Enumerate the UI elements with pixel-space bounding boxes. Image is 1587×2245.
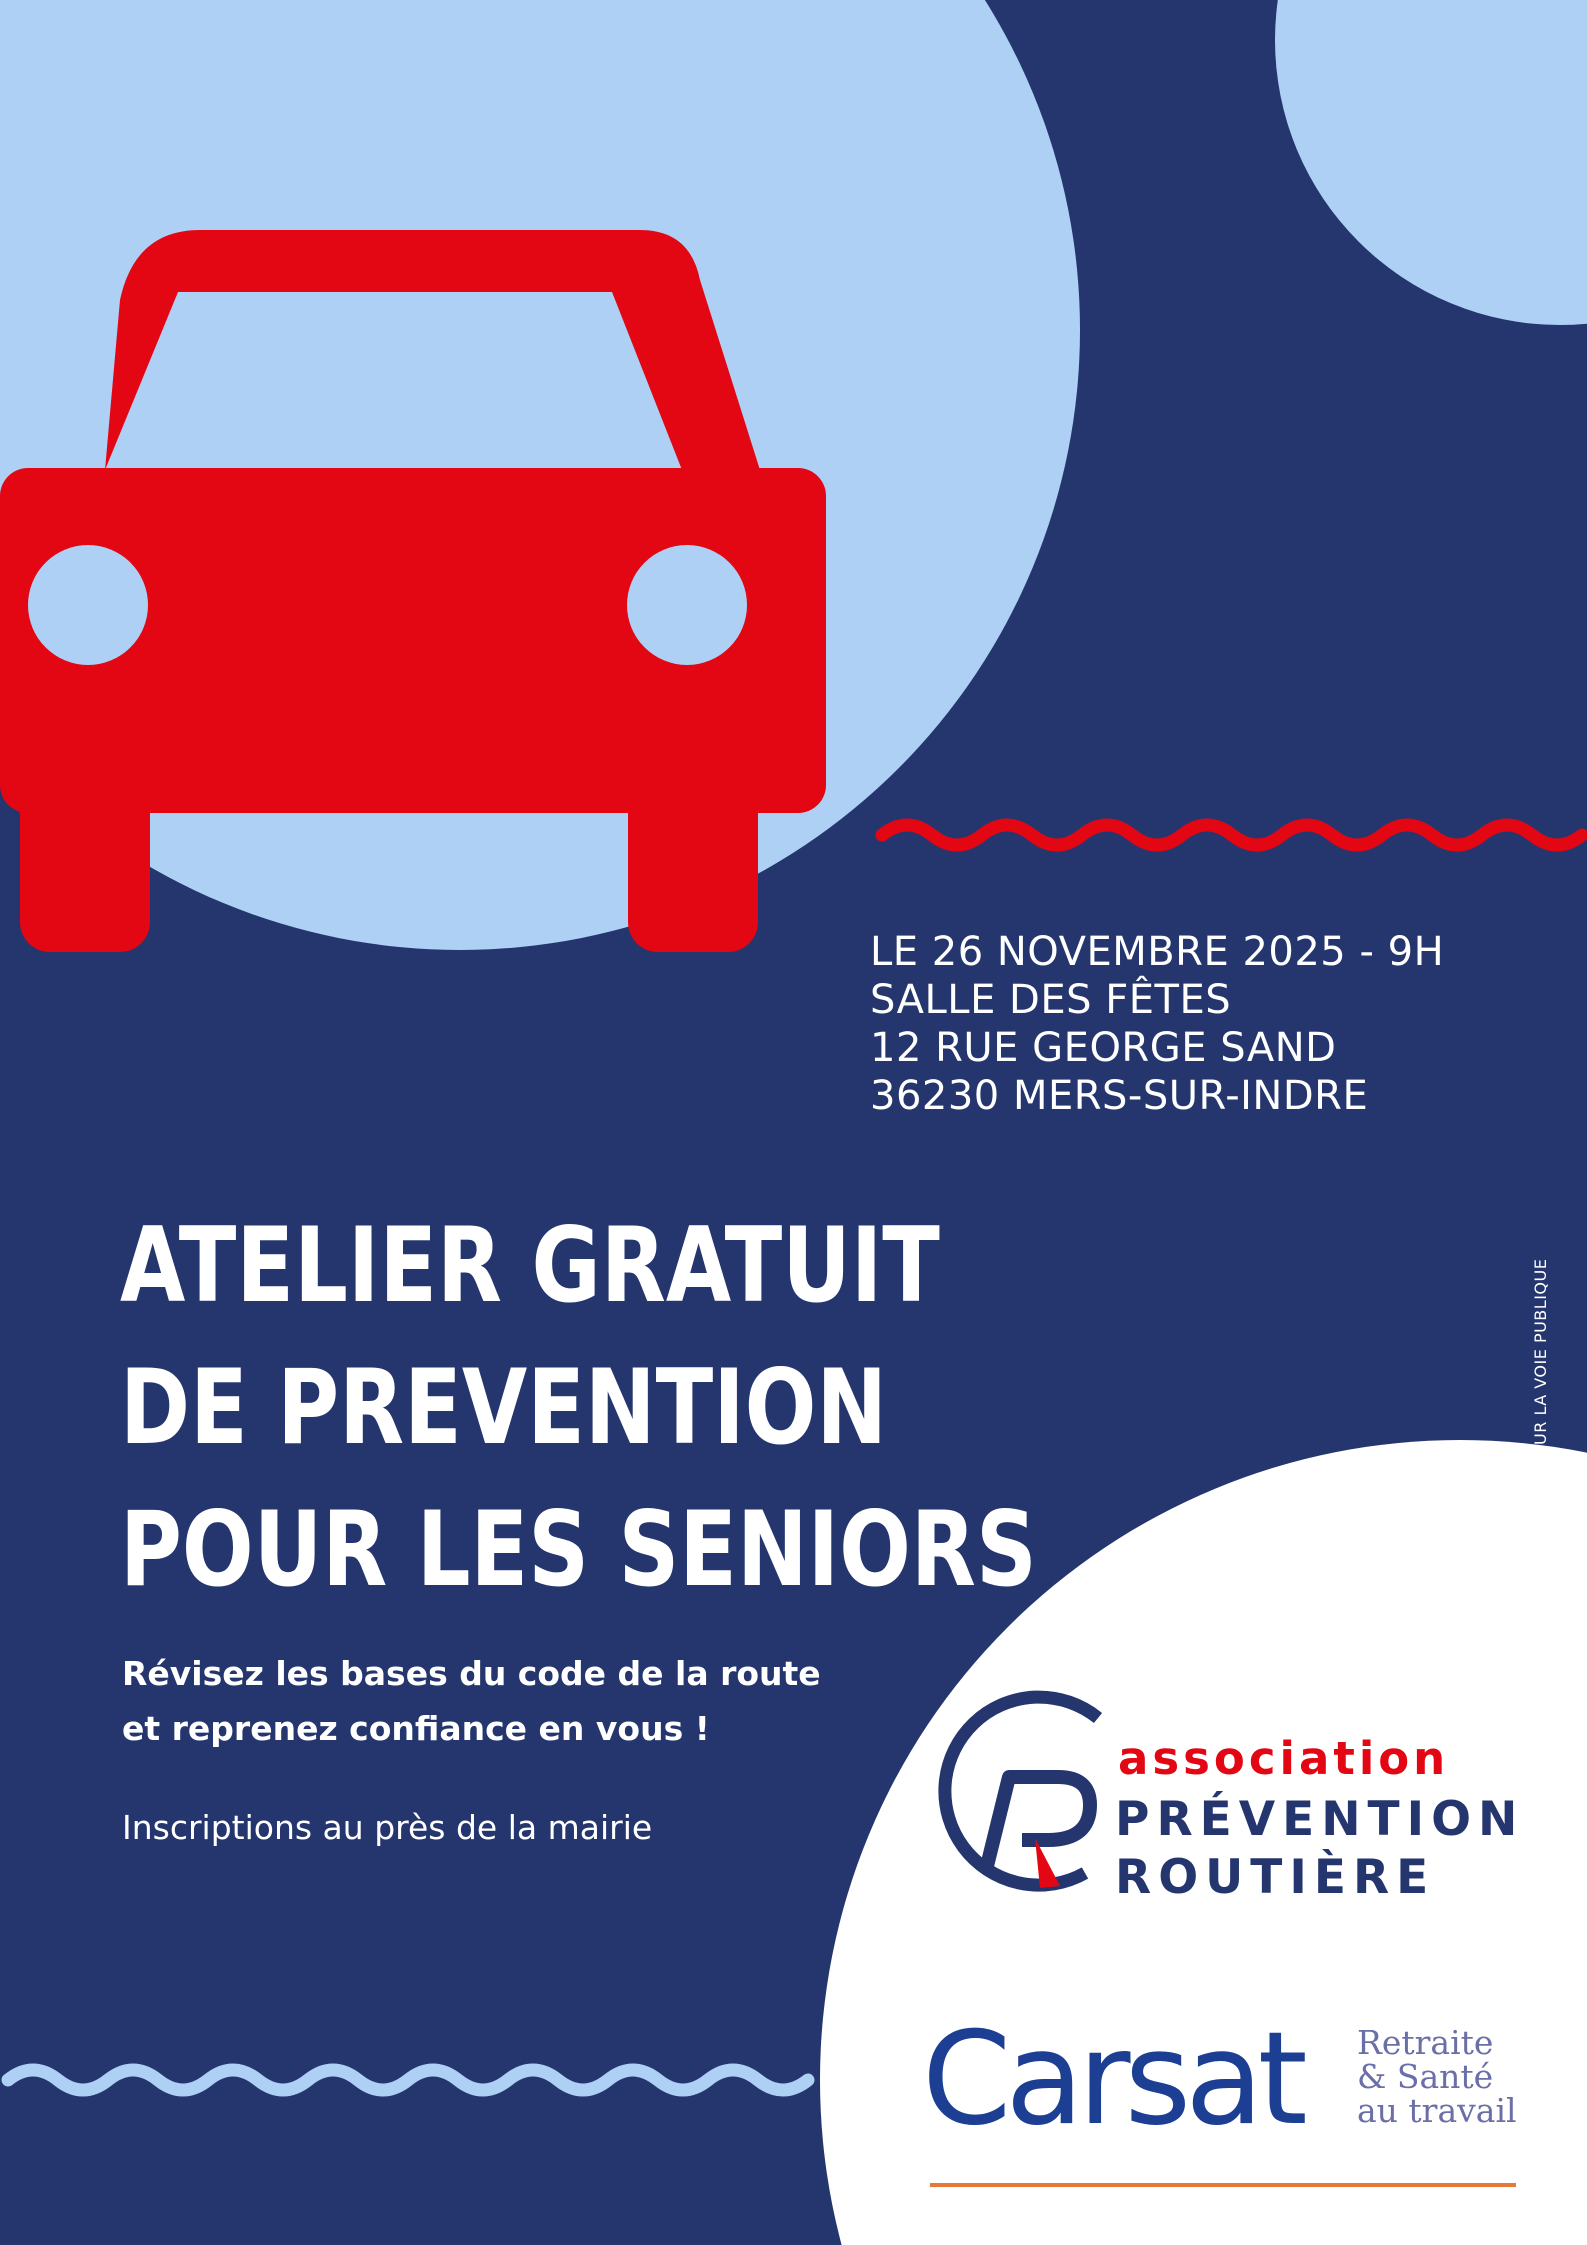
headline [120, 1195, 1037, 1621]
vertical-disposal-note: NE PAS JETER SUR LA VOIE PUBLIQUE [1531, 1258, 1550, 1575]
subtitle-line-2: et reprenez confiance en vous ! [122, 1709, 710, 1748]
headline-line-1: ATELIER GRATUIT [120, 1206, 940, 1326]
event-venue: SALLE DES FÊTES [870, 977, 1232, 1023]
event-street: 12 RUE GEORGE SAND [870, 1025, 1337, 1071]
carsat-tagline-1: Retraite [1357, 2023, 1494, 2062]
headline-line-3: POUR LES SENIORS [120, 1490, 1037, 1610]
carsat-logo-tagline [1357, 2023, 1517, 2130]
carsat-tagline-2: & Santé [1357, 2057, 1494, 2096]
event-city: 36230 MERS-SUR-INDRE [870, 1073, 1369, 1119]
apr-logo-routiere: ROUTIÈRE [1115, 1850, 1436, 1905]
small-light-circle [1275, 0, 1587, 325]
carsat-logo-name: Carsat [922, 2005, 1302, 2154]
light-wave-decoration [8, 2070, 808, 2090]
subtitle-line-1: Révisez les bases du code de la route [122, 1654, 821, 1693]
subtitle [122, 1646, 821, 1756]
registration-note: Inscriptions au près de la mairie [122, 1808, 653, 1847]
headline-line-2: DE PREVENTION [120, 1348, 888, 1468]
red-wave-decoration [882, 825, 1582, 845]
apr-logo-association: association [1118, 1732, 1450, 1785]
carsat-tagline-3: au travail [1357, 2091, 1517, 2130]
event-date: LE 26 NOVEMBRE 2025 - 9H [870, 929, 1445, 975]
carsat-logo-rule [930, 2183, 1516, 2187]
apr-logo-prevention: PRÉVENTION [1115, 1792, 1525, 1847]
event-info [870, 928, 1444, 1120]
